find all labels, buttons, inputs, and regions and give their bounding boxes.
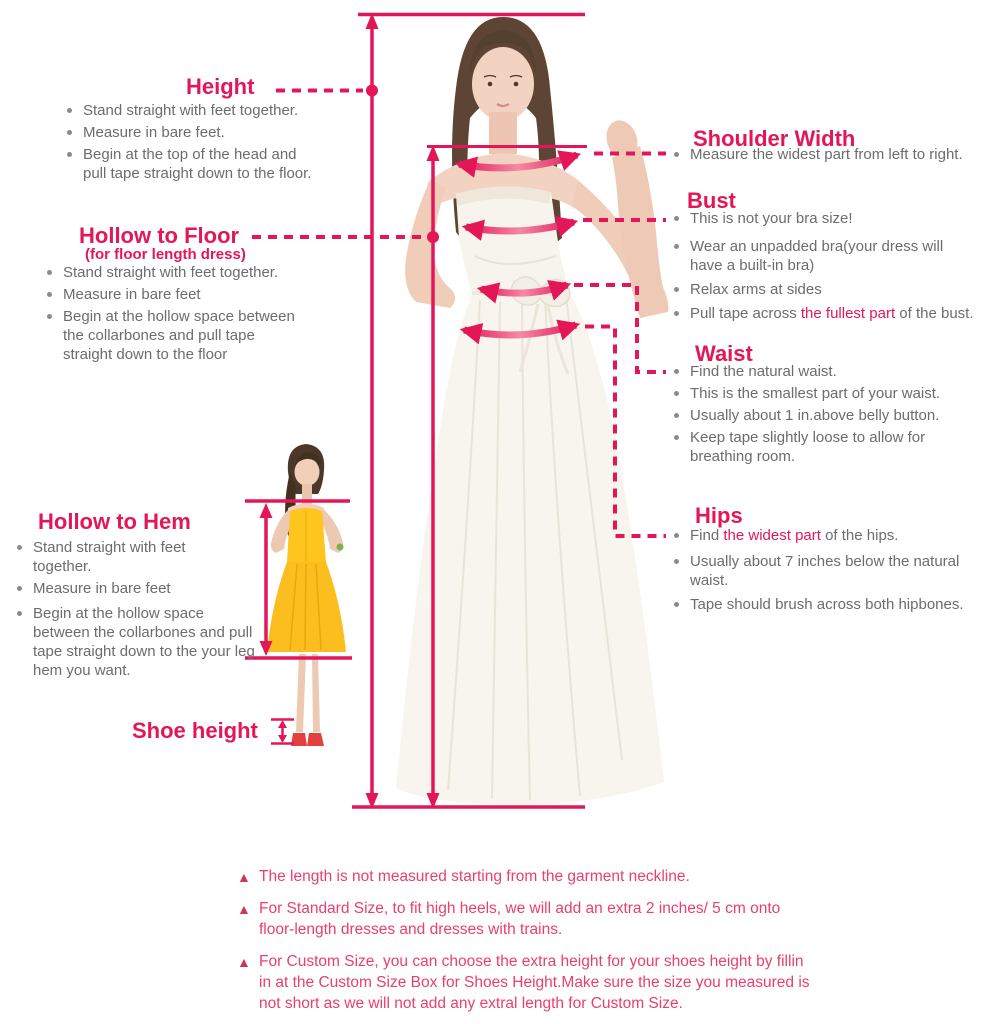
measure-instruction: Begin at the hollow space between the collarbones and pull tape straight down to the floor bbox=[44, 307, 354, 364]
hollow-to-floor-instructions bbox=[44, 263, 354, 367]
measure-instruction: Usually about 1 in.above belly button. bbox=[671, 406, 991, 425]
measure-instruction: Usually about 7 inches below the natural waist. bbox=[671, 552, 996, 590]
measure-instruction: Measure the widest part from left to right. bbox=[671, 145, 991, 164]
note-item: ▲ For Standard Size, to fit high heels, we will add an extra 2 inches/ 5 cm onto floor-length dresses and dresses with trains. bbox=[237, 900, 781, 938]
highlighted-text: the fullest part bbox=[800, 305, 896, 322]
waist-ribbon-arrow bbox=[481, 285, 567, 293]
warning-triangle-icon: ▲ bbox=[237, 954, 251, 970]
warning-triangle-icon: ▲ bbox=[237, 869, 251, 885]
measure-instruction: Begin at the hollow space between the collarbones and pull tape straight down to the your leg hem you want. bbox=[14, 604, 284, 680]
highlighted-text: the widest part bbox=[723, 527, 821, 544]
hollow-to-floor-measure-line bbox=[427, 145, 588, 809]
bust-instructions bbox=[671, 209, 991, 328]
note-item: ▲ For Custom Size, you can choose the extra height for your shoes height by fillin in at the Custom Size Box for Shoes Height.Make sure the size you measured is not short as we will not add any extral length for Custom Size. bbox=[237, 953, 810, 1012]
bust-title: Bust bbox=[687, 188, 736, 213]
hips-instructions bbox=[671, 526, 996, 619]
hips-ribbon-arrow bbox=[464, 325, 576, 335]
measure-instruction: This is the smallest part of your waist. bbox=[671, 384, 991, 403]
measure-instruction: Stand straight with feet together. bbox=[44, 263, 354, 282]
shoulder-width-instructions bbox=[671, 145, 991, 169]
measure-instruction: Tape should brush across both hipbones. bbox=[671, 595, 996, 614]
measure-instruction: Measure in bare feet. bbox=[64, 123, 364, 142]
measure-instruction: Find the natural waist. bbox=[671, 362, 991, 381]
shoulder-width-title: Shoulder Width bbox=[693, 126, 856, 151]
shoe-height-gauge bbox=[271, 720, 294, 744]
measure-instruction: Measure in bare feet bbox=[44, 285, 354, 304]
measure-instruction: Wear an unpadded bra(your dress will have a built-in bra) bbox=[671, 237, 991, 275]
shoulder-ribbon-arrow bbox=[459, 155, 577, 168]
warning-triangle-icon: ▲ bbox=[237, 901, 251, 917]
height-title: Height bbox=[186, 74, 255, 99]
hips-connector-dashed bbox=[585, 327, 666, 537]
hollow-to-floor-subtitle: (for floor length dress) bbox=[85, 246, 246, 263]
hollow-to-hem-instructions bbox=[14, 538, 284, 683]
measure-instruction: Begin at the top of the head and pull tape straight down to the floor. bbox=[64, 145, 364, 183]
hollow-to-hem-title: Hollow to Hem bbox=[38, 509, 191, 534]
measure-instruction: Find the widest part of the hips. bbox=[671, 526, 996, 545]
measure-instruction: Measure in bare feet bbox=[14, 579, 284, 598]
height-measure-line bbox=[358, 13, 585, 809]
shoe-height-title: Shoe height bbox=[132, 718, 258, 743]
hips-title: Hips bbox=[695, 503, 743, 528]
measure-instruction: Pull tape across the fullest part of the bust. bbox=[671, 304, 991, 323]
bust-ribbon-arrow bbox=[466, 222, 574, 231]
measure-instruction: This is not your bra size! bbox=[671, 209, 991, 228]
notes-section bbox=[237, 866, 857, 1024]
hollow-to-floor-title: Hollow to Floor bbox=[79, 223, 240, 248]
measure-instruction: Relax arms at sides bbox=[671, 280, 991, 299]
measure-instruction: Stand straight with feet together. bbox=[64, 101, 364, 120]
measure-instruction: Stand straight with feet together. bbox=[14, 538, 284, 576]
waist-title: Waist bbox=[695, 341, 753, 366]
measure-instruction: Keep tape slightly loose to allow for breathing room. bbox=[671, 428, 991, 466]
note-item: ▲ The length is not measured starting from the garment neckline. bbox=[237, 866, 857, 887]
height-instructions bbox=[64, 101, 364, 186]
waist-instructions bbox=[671, 362, 991, 469]
